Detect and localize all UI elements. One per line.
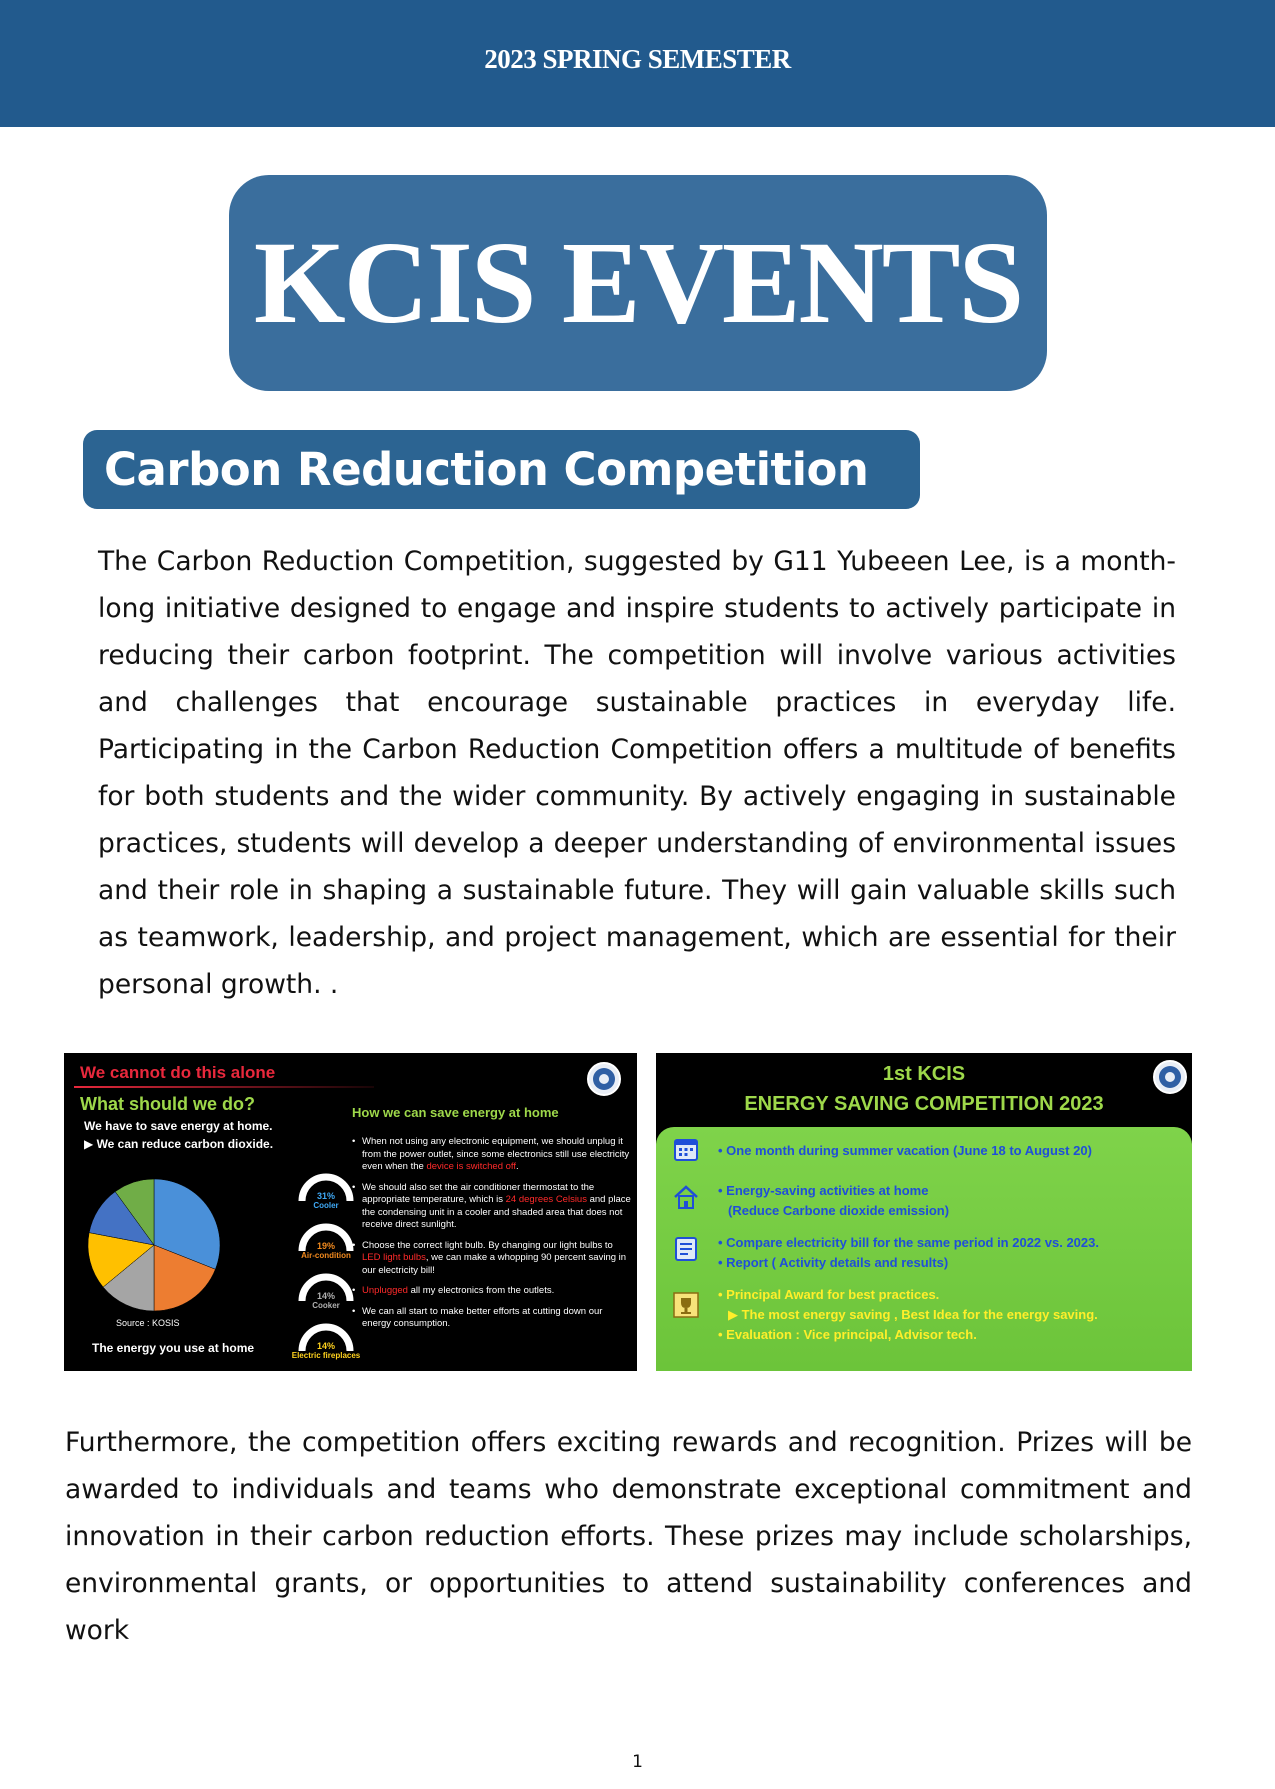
slide2-item-activities-sub: (Reduce Carbone dioxide emission) (728, 1203, 950, 1218)
intro-paragraph: The Carbon Reduction Competition, suggested by G11 Yubeeen Lee, is a month-long initiative designed to engage and inspire students to actively participate in reducing their carbon footprint. The competition will involve various activities and challenges that encourage sustainable practices in everyday life. Participating in the Carbon Reduction Competition offers a multitude of benefits for both students and the wider community. By actively engaging in sustainable practices, students will develop a deeper understanding of environmental issues and their role in shaping a sustainable future. They will gain valuable skills such as teamwork, leadership, and project management, which are essential for their personal growth. . (98, 546, 1176, 1000)
gauge-percent: 14% (316, 1341, 335, 1351)
slide2-title-line1: 1st KCIS (882, 1063, 966, 1085)
school-seal-icon (586, 1061, 622, 1097)
gauge-label: Cooker (312, 1301, 340, 1310)
tip-item: • Choose the correct light bulb. By changing our light bulbs to LED light bulbs, we can make a whopping 90 percent saving in our electricity bill! (352, 1240, 632, 1278)
gauge-percent: 19% (316, 1241, 335, 1251)
gauge-label: Air-condition (301, 1251, 351, 1260)
gauge-stack (224, 1169, 361, 1369)
slide2-item-report: • Report ( Activity details and results) (718, 1255, 949, 1270)
slide2-item-activities: • Energy-saving activities at home (718, 1183, 929, 1198)
gauge-label: Electric fireplaces (291, 1351, 361, 1360)
slide1-right-heading: How we can save energy at home (352, 1105, 559, 1120)
school-seal-icon (1152, 1059, 1188, 1095)
slide1-source: Source : KOSIS (116, 1318, 180, 1328)
slide-save-energy (64, 1053, 637, 1371)
slide1-tips-list (352, 1136, 632, 1339)
slide2-title-line2: ENERGY SAVING COMPETITION 2023 (744, 1093, 1104, 1115)
calendar-icon (672, 1135, 700, 1163)
section-heading: Carbon Reduction Competition (104, 443, 869, 496)
slide2-item-period: • One month during summer vacation (June 18 to August 20) (718, 1143, 1092, 1158)
gauge-label: Cooler (313, 1201, 339, 1210)
slide1-red-heading: We cannot do this alone (80, 1063, 276, 1082)
energy-pie-chart (84, 1175, 224, 1315)
header-band (0, 0, 1275, 127)
section-heading-box (83, 430, 920, 509)
slide1-line2: ▶ We can reduce carbon dioxide. (84, 1137, 274, 1151)
semester-label: 2023 SPRING SEMESTER (484, 44, 791, 74)
slide1-line1: We have to save energy at home. (84, 1119, 273, 1133)
tip-item: • We should also set the air conditioner thermostat to the appropriate temperature, which is 24 degrees Celsius and place the condensing unit in a cooler and shaded area that does not receive direct sunlight. (352, 1182, 632, 1232)
tip-item: • Unplugged all my electronics from the outlets. (352, 1285, 632, 1298)
home-icon (672, 1183, 700, 1211)
slide1-question: What should we do? (80, 1094, 255, 1114)
slide-competition (656, 1053, 1192, 1371)
page-number: 1 (632, 1752, 643, 1772)
slide1-caption: The energy you use at home (92, 1341, 255, 1355)
title-box (229, 175, 1047, 391)
slide2-item-award: • Principal Award for best practices. (718, 1287, 940, 1302)
gauge-percent: 14% (316, 1291, 335, 1301)
gauge-percent: 31% (316, 1191, 335, 1201)
rewards-paragraph: Furthermore, the competition offers exciting rewards and recognition. Prizes will be awarded to individuals and teams who demonstrate exceptional commitment and innovation in their carbon reduction efforts. These prizes may include scholarships, environmental grants, or opportunities to attend sustainability conferences and work (65, 1427, 1192, 1646)
slide2-item-award-criteria: ▶ The most energy saving , Best Idea for the energy saving. (728, 1307, 1098, 1322)
trophy-icon (672, 1291, 700, 1319)
slide1-divider (74, 1086, 374, 1088)
slide2-item-compare: • Compare electricity bill for the same period in 2022 vs. 2023. (718, 1235, 1099, 1250)
slide2-item-evaluation: • Evaluation : Vice principal, Advisor tech. (718, 1327, 977, 1342)
page-title: KCIS EVENTS (253, 217, 1023, 348)
bill-icon (672, 1235, 700, 1263)
tip-item: • When not using any electronic equipment, we should unplug it from the power outlet, since some electronics still use electricity even when the device is switched off. (352, 1136, 632, 1174)
tip-item: • We can all start to make better efforts at cutting down our energy consumption. (352, 1306, 632, 1331)
slide2-panel (656, 1127, 1192, 1371)
